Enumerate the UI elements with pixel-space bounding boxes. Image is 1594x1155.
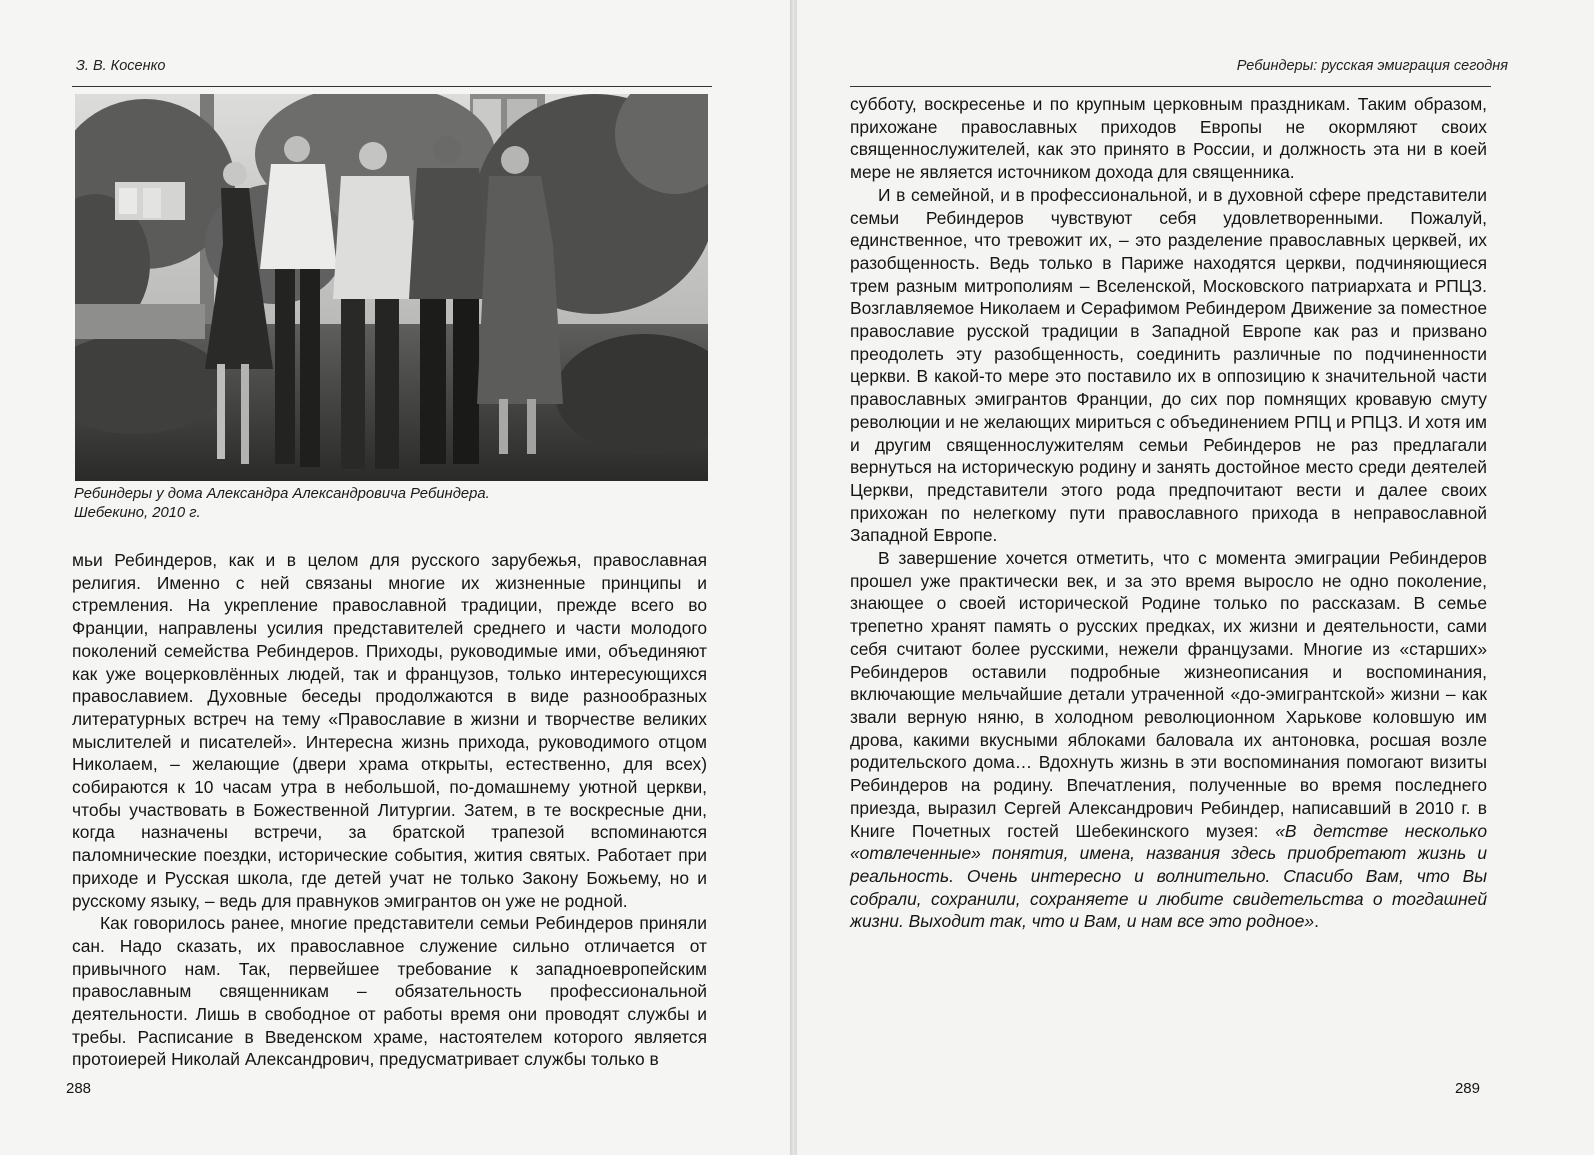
right-body-text [850,93,1487,933]
page-number: 289 [1454,1080,1480,1097]
paragraph-with-quote [850,547,1487,933]
header-rule [850,86,1491,87]
photo-family-group [75,94,708,481]
left-page [0,0,790,1155]
running-head-title: Ребиндеры: русская эмиграция сегодня [1236,58,1508,74]
paragraph: Как говорилось ранее, многие представители семьи Ребиндеров приняли сан. Надо сказать, их православное служение сильно отличается от привычного нам. Так, первейшее требование к западноевропейским православным священникам – обязательность профессиональной деятельности. Лишь в свободное от работы время они проводят службы и требы. Расписание в Введенском храме, настоятелем которого является протоиерей Николай Александрович, предусматривает службы только в [72,913,707,1070]
photo-caption-line1: Ребиндеры у дома Александра Александровича Ребиндера. [74,486,490,502]
photo-caption [74,485,714,523]
page-number: 288 [66,1080,92,1097]
header-rule [72,86,712,87]
running-head-author: З. В. Косенко [76,58,166,74]
photo-caption-line2: Шебекино, 2010 г. [74,505,201,521]
right-page [797,0,1594,1155]
paragraph: субботу, воскресенье и по крупным церковным праздникам. Таким образом, прихожане православных приходов Европы не окормляют своих священнослужителей, как это принято в России, и должность эта ни в коей мере не является источником дохода для священника. [850,94,1487,183]
left-body-text [72,549,707,1071]
paragraph: И в семейной, и в профессиональной, и в духовной сфере представители семьи Ребиндеров чувствуют себя удовлетворенными. Пожалуй, единственное, что тревожит их, – это разделение православных церквей, их разобщенность. Ведь только в Париже находятся церкви, подчиняющиеся трем разным митрополиям – Вселенской, Московского патриархата и РПЦЗ. Возглавляемое Николаем и Серафимом Ребиндером Движение за поместное православие русской традиции в Западной Европе как раз и призвано преодолеть эту разобщенность, соединить различные по подчиненности церкви. В какой-то мере это поставило их в оппозицию к значительной части православных эмигрантов Франции, до сих пор помнящих кровавую смуту революции и не желающих мириться с объединением РПЦ и РПЦЗ. И хотя им и другим священнослужителям семьи Ребиндеров не раз предлагали вернуться на историческую родину и занять достойное место среди деятелей Церкви, представители этого рода предпочитают вести и далее своих прихожан по нелегкому пути православного прихода в неправославной Западной Европе. [850,184,1487,546]
paragraph: мьи Ребиндеров, как и в целом для русского зарубежья, православная религия. Именно с ней связаны многие их жизненные принципы и стремления. На укрепление православной традиции, прежде всего во Франции, направлены усилия представителей среднего и части молодого поколений семейства Ребиндеров. Приходы, руководимые ими, объединяют как уже воцерковлённых людей, так и французов, только интересующихся православием. Духовные беседы продолжаются в виде разнообразных литературных встреч на тему «Православие в жизни и творчестве великих мыслителей и писателей». Интересна жизнь прихода, руководимого отцом Николаем, – желающие (двери храма открыты, естественно, для всех) собираются к 10 часам утра в небольшой, по-домашнему уютной церкви, чтобы участвовать в Божественной Литургии. Затем, в те воскресные дни, когда назначены встречи, за братской трапезой вспоминаются паломнические поездки, исторические события, жития святых. Работает при приходе и Русская школа, где детей учат не только Закону Божьему, но и русскому языку, – ведь для правнуков эмигрантов он уже не родной. [72,550,707,911]
book-gutter [790,0,797,1155]
museum-guestbook-quote: «В детстве несколько «отвлеченные» понятия, имена, названия здесь приобретают жизнь и реальность. Очень интересно и волнительно. Спасибо Вам, что Вы собрали, сохранили, сохраняете и любите свидетельства о тогдашней жизни. Выходит так, что и Вам, и нам все это родное» [850,820,1487,932]
quote-end-punctuation: . [1314,911,1319,932]
paragraph-text: В завершение хочется отметить, что с момента эмиграции Ребиндеров прошел уже практически век, и за это время выросло не одно поколение, знающее о своей исторической Родине только по рассказам. В семье трепетно хранят память о русских предках, их жизни и деятельности, сами себя считают более русскими, нежели французами. Многие из «старших» Ребиндеров оставили подробные жизнеописания и воспоминания, включающие мельчайшие детали утраченной «до-эмигрантской» жизни – как звали верную няню, в холодном революционном Харькове коловшую им дрова, какими вкусными яблоками баловала их антоновка, росшая возле родительского дома… Вдохнуть жизнь в эти воспоминания помогают визиты Ребиндеров на родину. Впечатления, полученные во время последнего приезда, выразил Сергей Александрович Ребиндер, написавший в 2010 г. в Книге Почетных гостей Шебекинского музея: [850,548,1487,841]
